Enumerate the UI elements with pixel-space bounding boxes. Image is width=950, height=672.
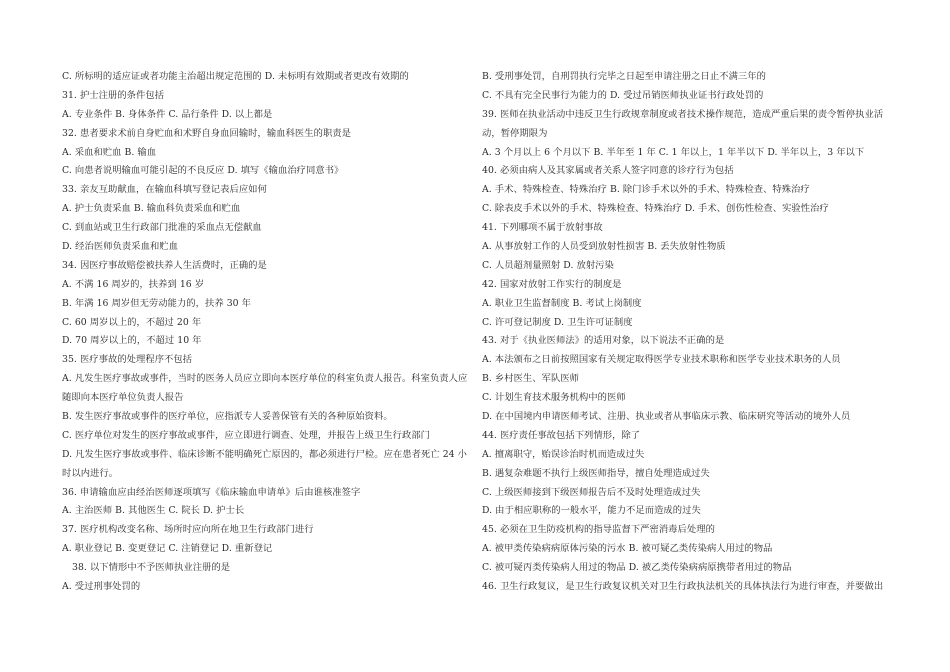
right-column-line: A. 手术、特殊检查、特殊治疗 B. 除门诊手术以外的手术、特殊检查、特殊治疗: [482, 184, 810, 196]
right-column-line: C. 除表皮手术以外的手术、特殊检查、特殊治疗 D. 手术、创伤性检查、实验性治疗: [482, 203, 829, 215]
right-column-line: A. 3 个月以上 6 个月以下 B. 半年至 1 年 C. 1 年以上，1 年半以下 D. 半年以上，3 年以下: [482, 146, 865, 158]
right-column-line: 45. 必须在卫生防疫机构的指导监督下严密消毒后处理的: [482, 524, 715, 536]
right-column-line: C. 计划生育技术服务机构中的医师: [482, 392, 626, 404]
right-column-line: A. 本法颁布之日前按照国家有关规定取得医学专业技术职称和医学专业技术职务的人员: [482, 354, 841, 366]
right-column-line: 43. 对于《执业医师法》的适用对象，以下说法不正确的是: [482, 335, 725, 347]
right-column-line: C. 上级医师接到下级医师报告后不及时处理造成过失: [482, 486, 701, 498]
left-column: [62, 68, 480, 597]
right-column-line: 动，暂停期限为: [482, 127, 548, 139]
left-column-line: A. 职业登记 B. 变更登记 C. 注销登记 D. 重新登记: [62, 543, 273, 555]
right-column-line: 44. 医疗责任事故包括下列情形，除了: [482, 429, 641, 441]
right-column-line: A. 被甲类传染病病原体污染的污水 B. 被可疑乙类传染病人用过的物品: [482, 543, 773, 555]
right-column-line: A. 擅离职守，贻误诊治时机而造成过失: [482, 448, 645, 460]
left-column-line: D. 70 周岁以上的，不超过 10 年: [62, 335, 202, 347]
right-column-line: A. 职业卫生监督制度 B. 考试上岗制度: [482, 297, 642, 309]
left-column-line: C. 所标明的适应证或者功能主治超出规定范围的 D. 未标明有效期或者更改有效期的: [62, 71, 409, 82]
left-column-line: A. 专业条件 B. 身体条件 C. 品行条件 D. 以上都是: [62, 108, 273, 120]
right-column-line: A. 从事放射工作的人员受到放射性损害 B. 丢失放射性物质: [482, 241, 726, 253]
right-column-line: C. 不具有完全民事行为能力的 D. 受过吊销医师执业证书行政处罚的: [482, 89, 764, 101]
right-column-line: B. 受刑事处罚，自刑罚执行完毕之日起至申请注册之日止不满三年的: [482, 71, 766, 82]
left-column-line: 36. 申请输血应由经治医师逐项填写《临床输血申请单》后由谁核准签字: [62, 486, 361, 498]
left-column-line: 35. 医疗事故的处理程序不包括: [62, 354, 193, 366]
left-column-line: 随即向本医疗单位负责人报告: [62, 392, 184, 404]
left-column-line: C. 60 周岁以上的，不超过 20 年: [62, 316, 202, 328]
left-column-line: A. 护士负责采血 B. 输血科负责采血和贮血: [62, 203, 241, 215]
left-column-line: 34. 因医疗事故赔偿被扶养人生活费时，正确的是: [62, 259, 267, 271]
right-column-line: 39. 医师在执业活动中违反卫生行政规章制度或者技术操作规范，造成严重后果的责令暂停执业活: [482, 108, 884, 120]
right-column-line: B. 遇复杂难题不执行上级医师指导，擅自处理造成过失: [482, 467, 710, 479]
left-column-line: 33. 亲友互助献血，在输血科填写登记表后应如何: [62, 184, 267, 196]
right-column-line: C. 许可登记制度 D. 卫生许可证制度: [482, 316, 633, 328]
left-column-line: C. 到血站或卫生行政部门批准的采血点无偿献血: [62, 222, 262, 234]
right-column-line: 42. 国家对放射工作实行的制度是: [482, 278, 622, 290]
left-column-line: A. 采血和贮血 B. 输血: [62, 146, 157, 158]
left-column-line: C. 向患者说明输血可能引起的不良反应 D. 填写《输血治疗同意书》: [62, 165, 344, 177]
right-column-line: D. 由于相应职称的一般水平，能力不足而造成的过失: [482, 505, 701, 517]
right-column-line: 41. 下列哪项不属于放射事故: [482, 222, 603, 234]
right-column: [482, 68, 902, 597]
left-column-line: D. 凡发生医疗事故或事件、临床诊断不能明确死亡原因的，都必须进行尸检。应在患者死亡 24 小: [62, 448, 467, 460]
left-column-line: A. 凡发生医疗事故或事件，当时的医务人员应立即向本医疗单位的科室负责人报告。科室负责人应: [62, 373, 468, 385]
left-column-line: B. 发生医疗事故或事件的医疗单位，应指派专人妥善保管有关的各种原始资料。: [62, 411, 393, 423]
right-column-line: B. 乡村医生、军队医师: [482, 373, 580, 385]
right-column-line: 46. 卫生行政复议，是卫生行政复议机关对卫生行政执法机关的具体执法行为进行审查，并要做出: [482, 581, 884, 593]
left-column-line: 37. 医疗机构改变名称、场所时应向所在地卫生行政部门进行: [62, 524, 314, 536]
left-column-line: 38. 以下情形中不予医师执业注册的是: [72, 562, 231, 574]
left-column-line: 31. 护士注册的条件包括: [62, 89, 165, 101]
left-column-line: C. 医疗单位对发生的医疗事故或事件，应立即进行调查、处理，并报告上级卫生行政部门: [62, 429, 431, 441]
left-column-line: 时以内进行。: [62, 467, 119, 479]
left-column-line: A. 受过刑事处罚的: [62, 581, 141, 593]
right-column-line: C. 人员超剂量照射 D. 放射污染: [482, 259, 614, 271]
left-column-line: 32. 患者要求术前自身贮血和术野自身血回输时，输血科医生的职责是: [62, 127, 351, 139]
left-column-line: A. 主治医师 B. 其他医生 C. 院长 D. 护士长: [62, 505, 245, 517]
right-column-line: 40. 必须由病人及其家属或者关系人签字同意的诊疗行为包括: [482, 165, 734, 177]
right-column-line: C. 被可疑丙类传染病人用过的物品 D. 被乙类传染病病原携带者用过的物品: [482, 562, 792, 574]
left-column-line: D. 经治医师负责采血和贮血: [62, 241, 178, 253]
left-column-line: A. 不满 16 周岁的，扶养到 16 岁: [62, 278, 205, 290]
left-column-line: B. 年满 16 周岁但无劳动能力的，扶养 30 年: [62, 297, 251, 309]
right-column-line: D. 在中国境内申请医师考试、注册、执业或者从事临床示教、临床研究等活动的境外人员: [482, 411, 851, 423]
